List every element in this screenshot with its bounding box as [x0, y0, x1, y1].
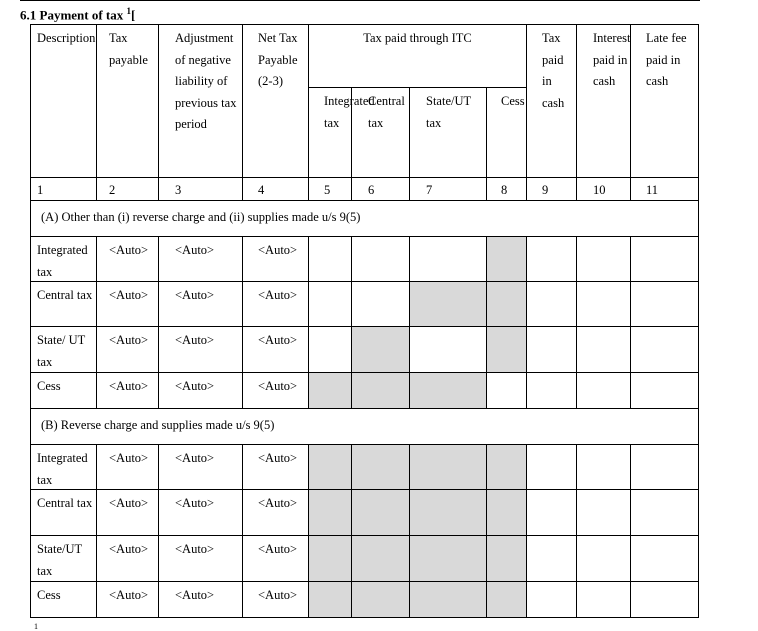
auto-value: <Auto> — [158, 581, 243, 618]
header-itc-cess: Cess — [486, 87, 527, 178]
column-number: 3 — [158, 177, 243, 201]
column-number: 5 — [308, 177, 352, 201]
input-cell[interactable] — [576, 372, 631, 409]
column-number: 8 — [486, 177, 527, 201]
input-cell[interactable] — [526, 535, 577, 582]
shaded-cell — [351, 372, 410, 409]
shaded-cell — [351, 535, 410, 582]
shaded-cell — [308, 489, 352, 536]
column-number: 7 — [409, 177, 487, 201]
auto-value: <Auto> — [242, 372, 309, 409]
column-number: 11 — [630, 177, 699, 201]
header-adjustment: Adjustment of negative liability of previous tax period — [158, 24, 243, 178]
shaded-cell — [486, 535, 527, 582]
auto-value: <Auto> — [96, 489, 159, 536]
input-cell[interactable] — [576, 535, 631, 582]
header-itc-central-tax: Central tax — [351, 87, 410, 178]
input-cell[interactable] — [486, 372, 527, 409]
heading-superscript: 1 — [126, 6, 132, 16]
input-cell[interactable] — [308, 281, 352, 327]
column-number: 6 — [351, 177, 410, 201]
header-description: Description — [30, 24, 97, 178]
auto-value: <Auto> — [158, 236, 243, 282]
input-cell[interactable] — [526, 581, 577, 618]
auto-value: <Auto> — [96, 581, 159, 618]
shaded-cell — [486, 281, 527, 327]
section-title-b: (B) Reverse charge and supplies made u/s 9(5) — [30, 408, 699, 445]
auto-value: <Auto> — [158, 489, 243, 536]
row-label: Integrated tax — [30, 236, 97, 282]
heading-bracket: [ — [131, 7, 136, 23]
input-cell[interactable] — [630, 535, 699, 582]
auto-value: <Auto> — [242, 581, 309, 618]
input-cell[interactable] — [526, 326, 577, 373]
header-itc-state-ut-tax: State/UT tax — [409, 87, 487, 178]
row-label: Central tax — [30, 281, 97, 327]
input-cell[interactable] — [576, 326, 631, 373]
auto-value: <Auto> — [158, 444, 243, 490]
input-cell[interactable] — [526, 444, 577, 490]
column-number: 4 — [242, 177, 309, 201]
shaded-cell — [308, 581, 352, 618]
shaded-cell — [308, 535, 352, 582]
input-cell[interactable] — [630, 236, 699, 282]
header-tax-paid-cash: Tax paid in cash — [526, 24, 577, 178]
input-cell[interactable] — [409, 326, 487, 373]
auto-value: <Auto> — [242, 326, 309, 373]
header-itc-integrated-tax: Integrated tax — [308, 87, 352, 178]
input-cell[interactable] — [630, 489, 699, 536]
input-cell[interactable] — [630, 326, 699, 373]
row-label: State/UT tax — [30, 535, 97, 582]
shaded-cell — [351, 326, 410, 373]
auto-value: <Auto> — [96, 372, 159, 409]
auto-value: <Auto> — [158, 326, 243, 373]
input-cell[interactable] — [351, 281, 410, 327]
column-number: 9 — [526, 177, 577, 201]
input-cell[interactable] — [576, 444, 631, 490]
auto-value: <Auto> — [158, 535, 243, 582]
shaded-cell — [308, 372, 352, 409]
shaded-cell — [409, 372, 487, 409]
input-cell[interactable] — [576, 236, 631, 282]
row-label: State/ UT tax — [30, 326, 97, 373]
row-label: Integrated tax — [30, 444, 97, 490]
input-cell[interactable] — [630, 581, 699, 618]
input-cell[interactable] — [526, 281, 577, 327]
shaded-cell — [351, 444, 410, 490]
input-cell[interactable] — [526, 372, 577, 409]
auto-value: <Auto> — [242, 236, 309, 282]
shaded-cell — [409, 581, 487, 618]
input-cell[interactable] — [308, 236, 352, 282]
shaded-cell — [409, 489, 487, 536]
auto-value: <Auto> — [96, 444, 159, 490]
input-cell[interactable] — [308, 326, 352, 373]
shaded-cell — [486, 326, 527, 373]
row-label: Cess — [30, 372, 97, 409]
header-tax-payable: Tax payable — [96, 24, 159, 178]
shaded-cell — [409, 444, 487, 490]
column-number: 10 — [576, 177, 631, 201]
header-late-fee-cash: Late fee paid in cash — [630, 24, 699, 178]
auto-value: <Auto> — [242, 489, 309, 536]
section-title-a: (A) Other than (i) reverse charge and (ii) supplies made u/s 9(5) — [30, 200, 699, 237]
input-cell[interactable] — [630, 281, 699, 327]
auto-value: <Auto> — [158, 281, 243, 327]
input-cell[interactable] — [576, 489, 631, 536]
auto-value: <Auto> — [96, 535, 159, 582]
input-cell[interactable] — [630, 372, 699, 409]
shaded-cell — [486, 236, 527, 282]
heading-text: 6.1 Payment of tax — [20, 7, 124, 23]
input-cell[interactable] — [576, 281, 631, 327]
auto-value: <Auto> — [96, 236, 159, 282]
input-cell[interactable] — [630, 444, 699, 490]
shaded-cell — [409, 535, 487, 582]
auto-value: <Auto> — [242, 535, 309, 582]
footnote-marker: 1 — [34, 622, 38, 631]
shaded-cell — [308, 444, 352, 490]
shaded-cell — [486, 444, 527, 490]
header-interest-paid-cash: Interest paid in cash — [576, 24, 631, 178]
shaded-cell — [351, 489, 410, 536]
shaded-cell — [409, 281, 487, 327]
auto-value: <Auto> — [158, 372, 243, 409]
shaded-cell — [486, 489, 527, 536]
column-number: 2 — [96, 177, 159, 201]
header-tax-paid-itc: Tax paid through ITC — [308, 24, 527, 88]
header-net-tax-payable: Net Tax Payable (2-3) — [242, 24, 309, 178]
shaded-cell — [351, 581, 410, 618]
row-label: Cess — [30, 581, 97, 618]
input-cell[interactable] — [409, 236, 487, 282]
auto-value: <Auto> — [242, 444, 309, 490]
input-cell[interactable] — [351, 236, 410, 282]
row-label: Central tax — [30, 489, 97, 536]
input-cell[interactable] — [526, 489, 577, 536]
input-cell[interactable] — [576, 581, 631, 618]
input-cell[interactable] — [526, 236, 577, 282]
auto-value: <Auto> — [242, 281, 309, 327]
shaded-cell — [486, 581, 527, 618]
column-number: 1 — [30, 177, 97, 201]
auto-value: <Auto> — [96, 281, 159, 327]
auto-value: <Auto> — [96, 326, 159, 373]
